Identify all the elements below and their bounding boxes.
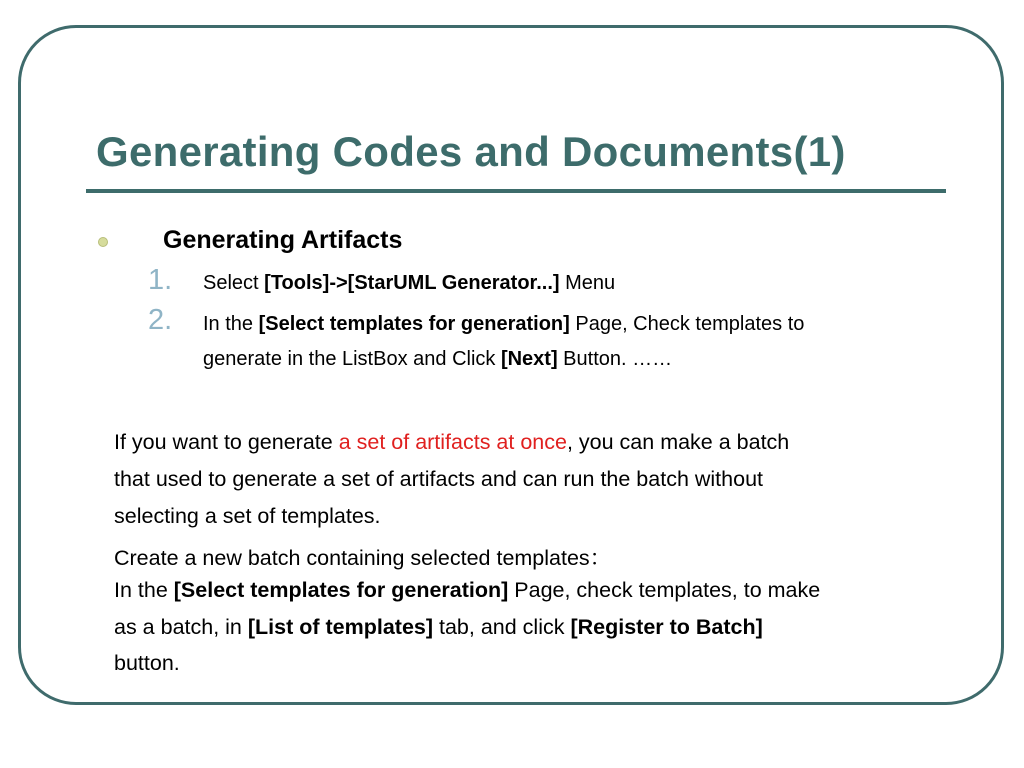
step-line (203, 266, 615, 301)
bold-text: [Select templates for generation] (173, 578, 509, 602)
text-run: , you can make a batch (566, 430, 790, 454)
bullet-heading: Generating Artifacts (163, 226, 403, 254)
text-run: generate in the ListBox and Click (203, 348, 501, 370)
paragraph-line (114, 541, 611, 572)
step-line (203, 342, 672, 377)
bold-text: [Register to Batch] (570, 615, 763, 639)
text-run: tab, and click (433, 615, 571, 639)
text-run: Page, Check templates to (569, 313, 805, 335)
step-line (203, 307, 804, 342)
paragraph-line (114, 504, 381, 529)
text-run: Create a new batch containing selected templates： (114, 546, 612, 570)
paragraph-line (114, 651, 180, 676)
step-number: 2. (148, 304, 173, 336)
paragraph-line (114, 467, 763, 492)
paragraph-line (114, 430, 789, 455)
highlight-text: a set of artifacts at once (338, 430, 567, 454)
text-run: Select (203, 272, 265, 294)
paragraph-line (114, 578, 820, 603)
title-underline (86, 189, 946, 193)
text-run: selecting a set of templates. (114, 504, 381, 528)
text-run: that used to generate a set of artifacts and can run the batch without (114, 467, 763, 491)
text-run: Button. …… (557, 348, 673, 370)
text-run: Page, check templates, to make (508, 578, 821, 602)
slide-title: Generating Codes and Documents(1) (96, 128, 846, 175)
bullet-dot-icon (98, 237, 108, 247)
text-run: button. (114, 651, 180, 675)
text-run: as a batch, in (114, 615, 248, 639)
text-run: Menu (559, 272, 616, 294)
text-run: In the (114, 578, 174, 602)
bold-text: [Next] (500, 348, 558, 370)
text-run: If you want to generate (114, 430, 339, 454)
bold-text: [Select templates for generation] (258, 313, 570, 335)
paragraph-line (114, 615, 763, 640)
text-run: In the (203, 313, 259, 335)
bold-text: [List of templates] (247, 615, 434, 639)
bold-text: [Tools]->[StarUML Generator...] (264, 272, 560, 294)
step-number: 1. (148, 264, 173, 296)
